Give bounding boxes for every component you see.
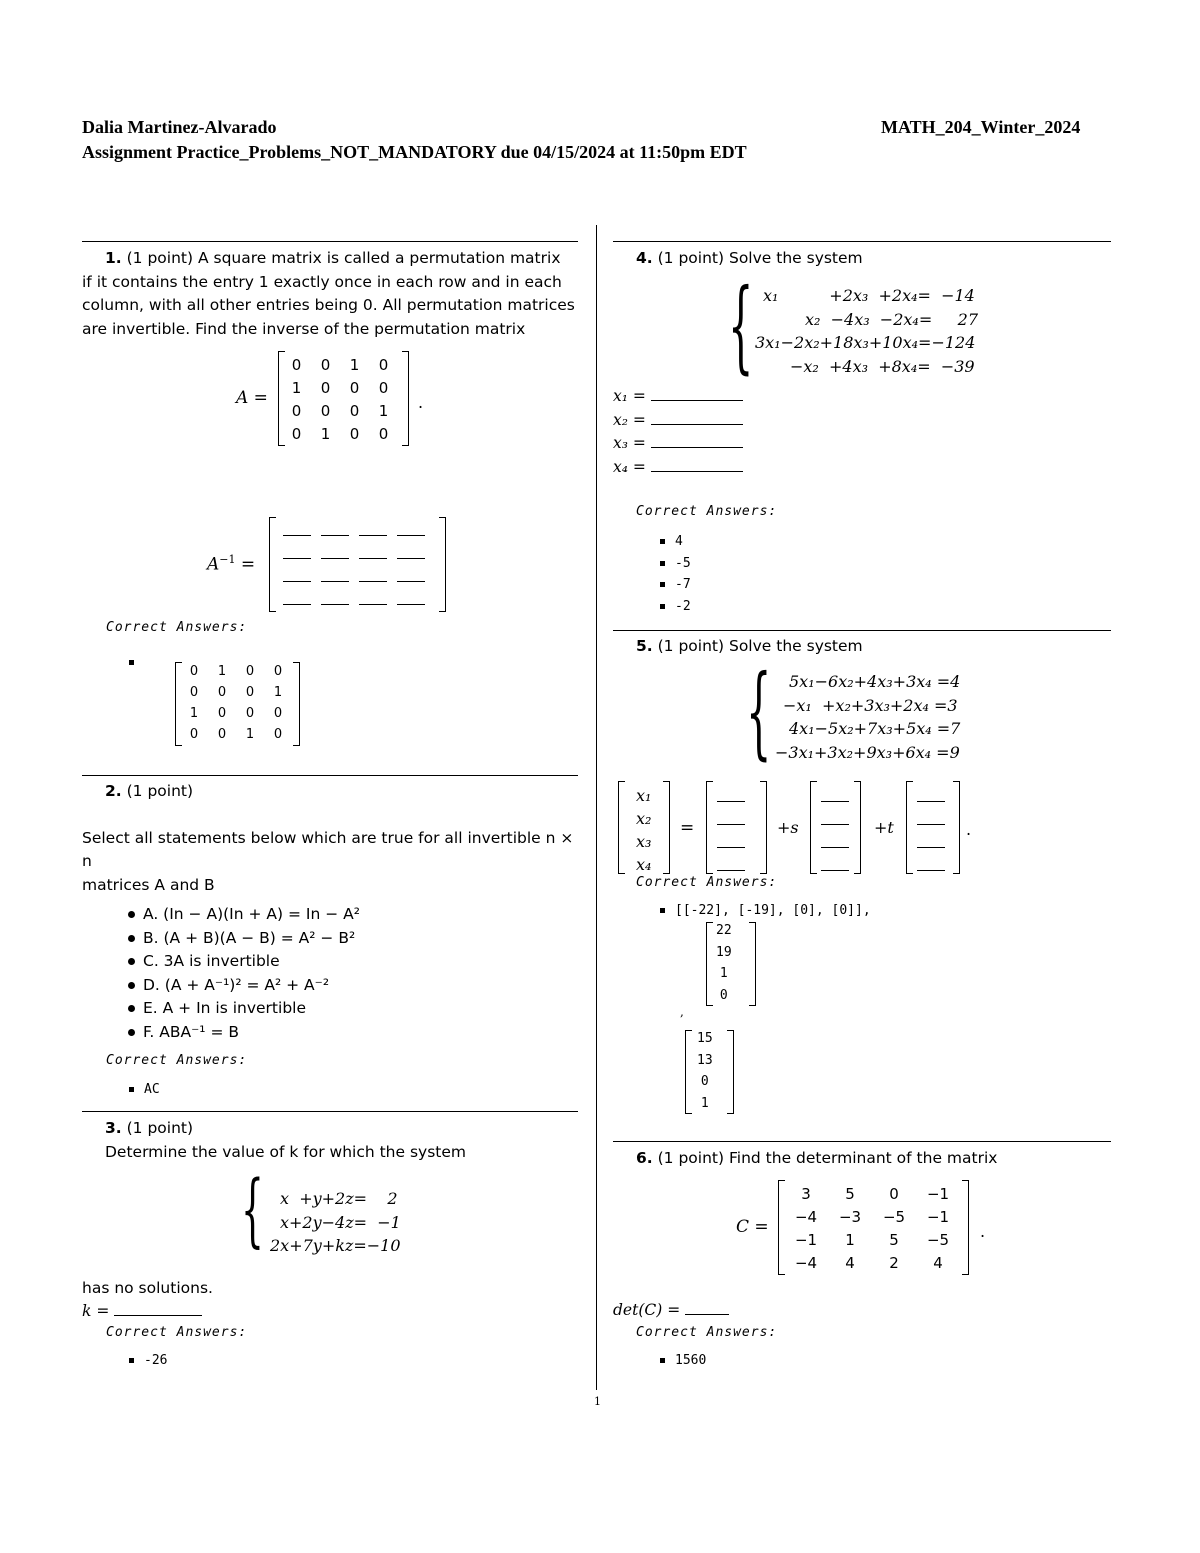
matrix-cell: 0 (291, 355, 302, 374)
matrix-cell: 0 (378, 424, 389, 443)
answer-blank: x₁ = (613, 385, 743, 409)
matrix-row (784, 1251, 960, 1274)
matrix-cell: 0 (217, 685, 227, 700)
system-brace: { (241, 1163, 264, 1256)
correct-answers-label: Correct Answers: (106, 1325, 248, 1340)
matrix-row (282, 399, 398, 422)
inverse-right-bracket (439, 517, 446, 612)
inverse-entry-input[interactable] (359, 594, 387, 605)
problem-2-answer (129, 1082, 160, 1097)
k-input[interactable] (114, 1301, 202, 1316)
answer-vector-1 (716, 920, 732, 1006)
inverse-label: $A^{-1}$ = (207, 553, 256, 575)
inverse-entry-input[interactable] (283, 525, 311, 536)
vector-entry: 0 (719, 987, 728, 1003)
equation: 4x₁−5x₂+7x₃+5x₄ =7 (789, 719, 961, 738)
problem-4-blanks (613, 385, 743, 479)
answer-item: -7 (660, 574, 691, 596)
vector-entry: x₂ (636, 809, 652, 828)
equation: x₁ +2x₃ +2x₄= −14 (763, 286, 975, 305)
matrix-cell: 4 (933, 1253, 943, 1272)
matrix-cell: 1 (245, 727, 255, 742)
inverse-entry-input[interactable] (283, 594, 311, 605)
matrix-cell: 0 (273, 664, 283, 679)
vector-entry-input[interactable] (717, 791, 745, 802)
inverse-entry-input[interactable] (321, 525, 349, 536)
matrix-a-right-bracket (402, 351, 409, 446)
det-label: det(C) = (613, 1301, 681, 1319)
matrix-cell: 1 (189, 706, 199, 721)
inverse-entry-input[interactable] (397, 594, 425, 605)
problem-4-number: 4. (636, 249, 653, 267)
matrix-cell: 0 (320, 355, 331, 374)
matrix-cell: 0 (349, 401, 360, 420)
vector-entry-input[interactable] (717, 837, 745, 848)
problem-6-number: 6. (636, 1149, 653, 1167)
inverse-entry-input[interactable] (397, 571, 425, 582)
problem-3-points: (1 point) (126, 1119, 194, 1137)
problem-2-text (82, 780, 582, 897)
answer-input[interactable] (651, 410, 743, 425)
vector-entry: 1 (719, 966, 728, 981)
matrix-row (784, 1228, 960, 1251)
k-label: k = (82, 1302, 110, 1320)
problem-3-answer-value: -26 (144, 1353, 168, 1368)
answer-matrix-right-bracket (293, 662, 300, 746)
matrix-cell: 0 (245, 685, 255, 700)
matrix-cell: 0 (349, 424, 360, 443)
matrix-c-label: C = (736, 1217, 769, 1237)
vector-entry-input[interactable] (821, 837, 849, 848)
period: . (418, 393, 424, 412)
problem-3-text (105, 1117, 466, 1164)
problem-2-answer-value: AC (144, 1082, 160, 1097)
problem-rule (82, 1111, 578, 1112)
problem-1-line-1: A square matrix is called a permutation matrix (197, 249, 561, 267)
course-name: MATH_204_Winter_2024 (881, 117, 1081, 137)
answer-matrix (180, 661, 292, 745)
inverse-entry-input[interactable] (283, 548, 311, 559)
equation: 5x₁−6x₂+4x₃+3x₄ =4 (789, 672, 961, 691)
student-name: Dalia Martinez-Alvarado (82, 117, 277, 137)
inverse-entry-input[interactable] (397, 525, 425, 536)
period: . (966, 820, 972, 839)
option-item: C. 3A is invertible (128, 950, 360, 974)
answer-item: 4 (660, 531, 691, 553)
problem-3-answer (129, 1353, 167, 1368)
vector-entry-input[interactable] (821, 791, 849, 802)
correct-answers-label: Correct Answers: (636, 504, 778, 519)
problem-rule (82, 775, 578, 776)
problem-rule (613, 241, 1111, 242)
vector-entry-input[interactable] (917, 860, 945, 871)
vector-bracket (760, 781, 767, 874)
matrix-row (180, 661, 292, 682)
matrix-a-label: A = (236, 388, 268, 408)
inverse-answer-grid[interactable] (278, 521, 430, 613)
matrix-row (282, 353, 398, 376)
particular-solution-inputs[interactable] (712, 787, 750, 879)
problem-1-number: 1. (105, 249, 122, 267)
matrix-cell: −5 (882, 1207, 906, 1226)
matrix-cell: −1 (926, 1207, 950, 1226)
matrix-cell: −5 (926, 1230, 950, 1249)
vector-entry: x₄ (636, 855, 652, 874)
vector-entry: 0 (700, 1074, 709, 1089)
matrix-cell: 3 (801, 1184, 811, 1203)
equation: −x₁ +x₂+3x₃+2x₄ =3 (783, 695, 958, 715)
matrix-c-right-bracket (962, 1180, 969, 1275)
vector-entry: x₃ (636, 832, 652, 851)
vector-entry-input[interactable] (917, 791, 945, 802)
matrix-a (282, 353, 398, 445)
inverse-left-bracket (269, 517, 276, 612)
matrix-cell: 5 (845, 1184, 855, 1203)
answer-vector-bracket (706, 922, 713, 1006)
vector-entry: 15 (697, 1031, 713, 1046)
matrix-cell: 1 (291, 378, 302, 397)
vector-bracket (663, 781, 670, 874)
inverse-entry-input[interactable] (321, 548, 349, 559)
matrix-cell: 0 (378, 378, 389, 397)
problem-1-line-4: are invertible. Find the inverse of the permutation matrix (82, 319, 526, 338)
problem-4-system (755, 284, 978, 378)
problem-6-blank (613, 1299, 729, 1323)
problem-4-points: (1 point) (657, 249, 725, 267)
problem-3-blank (82, 1300, 202, 1324)
matrix-cell: 0 (320, 378, 331, 397)
problem-5-points: (1 point) (657, 637, 725, 655)
inverse-entry-input[interactable] (359, 548, 387, 559)
answer-input[interactable] (651, 457, 743, 472)
matrix-c (784, 1182, 960, 1274)
vector-entry-input[interactable] (717, 814, 745, 825)
problem-3-number: 3. (105, 1119, 122, 1137)
problem-rule (613, 630, 1111, 631)
problem-2-points: (1 point) (126, 782, 194, 800)
option-item: A. (In − A)(In + A) = In − A² (128, 903, 360, 927)
problem-rule (613, 1141, 1111, 1142)
t-vector-inputs[interactable] (912, 787, 950, 879)
matrix-cell: 0 (291, 424, 302, 443)
inverse-name: A (207, 554, 220, 575)
problem-3-system (270, 1187, 401, 1258)
matrix-cell: −3 (838, 1207, 862, 1226)
matrix-row (180, 682, 292, 703)
det-input[interactable] (685, 1300, 729, 1315)
vector-entry: x₁ (636, 786, 652, 805)
inverse-sup: −1 (219, 553, 236, 566)
matrix-cell: 1 (845, 1230, 855, 1249)
problem-2-line-2: matrices A and B (82, 875, 215, 894)
problem-2-options (128, 903, 360, 1044)
inverse-entry-input[interactable] (359, 571, 387, 582)
inverse-entry-input[interactable] (359, 525, 387, 536)
problem-2-line-1: Select all statements below which are true for all invertible n × n (82, 828, 574, 870)
s-label: +s (777, 818, 799, 837)
system-brace: { (728, 267, 754, 384)
answer-blank: x₃ = (613, 432, 743, 456)
matrix-cell: 0 (245, 664, 255, 679)
problem-rule (82, 241, 578, 242)
equation: x₂ −4x₃ −2x₄= 27 (805, 309, 979, 329)
answer-vector-bracket (749, 922, 756, 1006)
vector-entry: 1 (700, 1095, 709, 1111)
matrix-cell: 0 (378, 355, 389, 374)
equation: −3x₁+3x₂+9x₃+6x₄ =9 (775, 742, 960, 762)
matrix-cell: 1 (349, 355, 360, 374)
equals-sign: = (680, 818, 695, 838)
answer-item: -2 (660, 596, 691, 618)
vector-bracket (854, 781, 861, 874)
answer-item: -5 (660, 553, 691, 575)
matrix-cell: 0 (889, 1184, 899, 1203)
problem-6-line: Find the determinant of the matrix (728, 1149, 998, 1167)
matrix-row (180, 703, 292, 724)
correct-answers-label: Correct Answers: (636, 875, 778, 890)
matrix-cell: 0 (189, 727, 199, 742)
page-number: 1 (594, 1395, 601, 1408)
option-item: E. A + In is invertible (128, 997, 360, 1021)
matrix-row (180, 724, 292, 745)
matrix-row (784, 1182, 960, 1205)
answer-blank: x₂ = (613, 409, 743, 433)
matrix-cell: 1 (217, 664, 227, 679)
assignment-title: Assignment Practice_Problems_NOT_MANDATORY due 04/15/2024 at 11:50pm EDT (82, 142, 747, 162)
option-item: F. ABA⁻¹ = B (128, 1021, 360, 1045)
period: . (980, 1222, 986, 1241)
answer-vector-2 (697, 1028, 713, 1114)
matrix-cell: −1 (794, 1230, 818, 1249)
s-vector-inputs[interactable] (816, 787, 854, 879)
correct-answers-label: Correct Answers: (106, 620, 248, 635)
vector-entry-input[interactable] (821, 860, 849, 871)
vector-entry-input[interactable] (821, 814, 849, 825)
column-divider (596, 225, 597, 1390)
problem-4-line: Solve the system (728, 249, 863, 267)
problem-5-line: Solve the system (728, 637, 863, 655)
vector-entry: 22 (716, 923, 732, 938)
matrix-row (282, 376, 398, 399)
problem-1-line-3: column, with all other entries being 0. All permutation matrices (82, 296, 575, 314)
answer-vector-bracket (727, 1030, 734, 1114)
problem-5-number: 5. (636, 637, 653, 655)
equation: 2x+7y+kz=−10 (270, 1236, 401, 1255)
vector-entry: 13 (697, 1052, 713, 1068)
inverse-entry-input[interactable] (283, 571, 311, 582)
comma: , (680, 1005, 684, 1019)
inverse-entry-input[interactable] (321, 594, 349, 605)
matrix-row (282, 422, 398, 445)
variable-vector (636, 784, 651, 876)
matrix-cell: 0 (217, 706, 227, 721)
inverse-entry-input[interactable] (321, 571, 349, 582)
matrix-cell: −4 (794, 1207, 818, 1226)
problem-6-answer (660, 1353, 706, 1368)
matrix-cell: 0 (273, 727, 283, 742)
inverse-entry-input[interactable] (397, 548, 425, 559)
matrix-cell: −1 (926, 1184, 950, 1203)
matrix-row (784, 1205, 960, 1228)
correct-answers-label: Correct Answers: (636, 1325, 778, 1340)
vector-bracket (953, 781, 960, 874)
problem-3-after: has no solutions. (82, 1279, 213, 1297)
matrix-cell: 0 (189, 664, 199, 679)
matrix-cell: 0 (291, 401, 302, 420)
answer-blank: x₄ = (613, 456, 743, 480)
equation: 3x₁−2x₂+18x₃+10x₄=−124 (755, 333, 976, 352)
answer-bullet (129, 652, 144, 671)
equation: x +y+2z= 2 (280, 1189, 398, 1208)
matrix-cell: 1 (378, 401, 389, 420)
matrix-cell: 0 (349, 378, 360, 397)
problem-5-system (775, 670, 960, 764)
problem-5-answer-line: [[-22], [-19], [0], [0]], (675, 903, 871, 918)
answer-input[interactable] (651, 386, 743, 401)
t-label: +t (874, 818, 894, 837)
correct-answers-label: Correct Answers: (106, 1053, 248, 1068)
matrix-cell: 0 (189, 685, 199, 700)
matrix-cell: 4 (845, 1253, 855, 1272)
problem-1-points: (1 point) (126, 249, 194, 267)
matrix-cell: 2 (889, 1253, 899, 1272)
problem-2-number: 2. (105, 782, 122, 800)
vector-entry-input[interactable] (917, 837, 945, 848)
matrix-cell: 0 (217, 727, 227, 742)
equation: x+2y−4z= −1 (280, 1212, 401, 1232)
vector-entry-input[interactable] (717, 860, 745, 871)
system-brace: { (746, 653, 772, 770)
answer-vector-bracket (685, 1030, 692, 1114)
vector-entry-input[interactable] (917, 814, 945, 825)
matrix-cell: −4 (794, 1253, 818, 1272)
option-item: D. (A + A⁻¹)² = A² + A⁻² (128, 974, 360, 998)
vector-bracket (618, 781, 625, 874)
matrix-cell: 0 (245, 706, 255, 721)
vector-entry: 19 (716, 944, 732, 960)
answer-input[interactable] (651, 433, 743, 448)
problem-6-points: (1 point) (657, 1149, 725, 1167)
problem-1-line-2: if it contains the entry 1 exactly once in each row and in each (82, 272, 562, 291)
option-item: B. (A + B)(A − B) = A² − B² (128, 927, 360, 951)
matrix-cell: 5 (889, 1230, 899, 1249)
problem-6-text (636, 1147, 997, 1171)
problem-4-answers (660, 531, 691, 617)
matrix-cell: 1 (273, 685, 283, 700)
problem-5-answer (660, 903, 871, 918)
matrix-cell: 0 (273, 706, 283, 721)
matrix-cell: 1 (320, 424, 331, 443)
matrix-cell: 0 (320, 401, 331, 420)
problem-3-line: Determine the value of k for which the system (105, 1142, 466, 1161)
problem-6-answer-value: 1560 (675, 1353, 707, 1368)
equation: −x₂ +4x₃ +8x₄= −39 (790, 356, 975, 376)
problem-1-text (82, 247, 582, 341)
